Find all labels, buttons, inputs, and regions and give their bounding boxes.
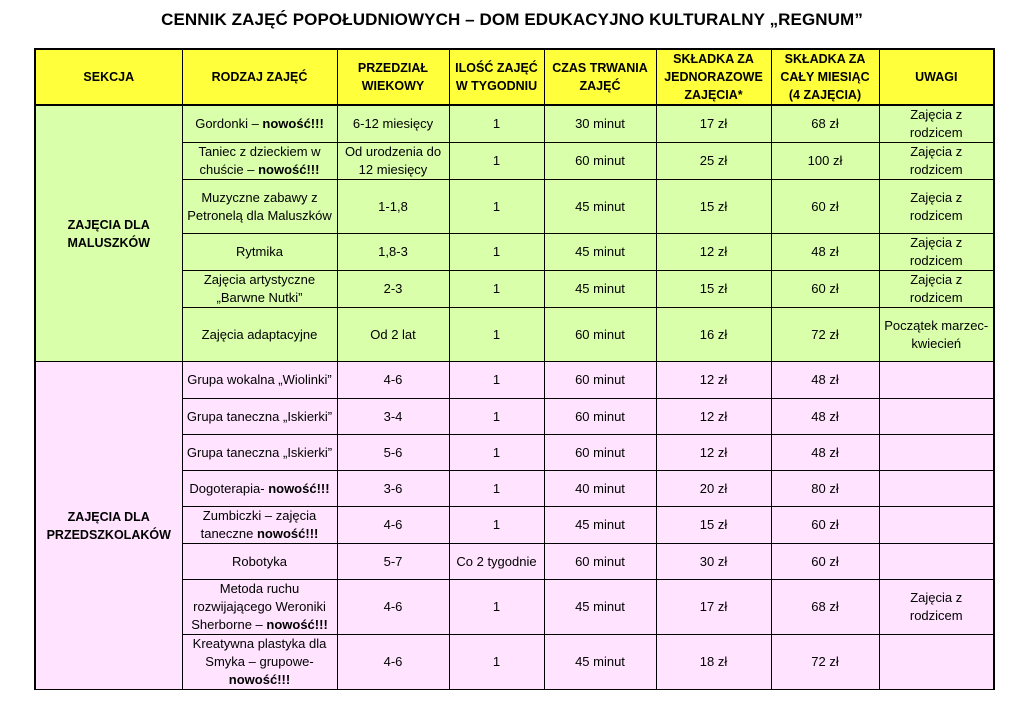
cell-age: 1-1,8 xyxy=(337,180,449,234)
cell-month: 72 zł xyxy=(771,308,879,362)
new-badge: nowość!!! xyxy=(262,116,324,131)
cell-notes: Zajęcia z rodzicem xyxy=(879,271,994,308)
cell-single: 12 zł xyxy=(656,362,771,399)
cell-freq: 1 xyxy=(449,308,544,362)
cell-notes xyxy=(879,399,994,435)
cell-duration: 30 minut xyxy=(544,105,656,143)
cell-month: 60 zł xyxy=(771,544,879,580)
header-ilosc: ILOŚĆ ZAJĘĆ W TYGODNIU xyxy=(449,49,544,105)
cell-notes: Zajęcia z rodzicem xyxy=(879,234,994,271)
new-badge: nowość!!! xyxy=(266,617,328,632)
cell-duration: 45 minut xyxy=(544,271,656,308)
cell-single: 12 zł xyxy=(656,399,771,435)
cell-duration: 60 minut xyxy=(544,544,656,580)
activity-name: Grupa wokalna „Wiolinki” xyxy=(187,372,332,387)
cell-freq: 1 xyxy=(449,507,544,544)
section-cell: ZAJĘCIA DLA PRZEDSZKOLAKÓW xyxy=(35,362,182,690)
cell-single: 15 zł xyxy=(656,180,771,234)
cell-notes xyxy=(879,435,994,471)
cell-activity xyxy=(182,544,337,580)
activity-name: Rytmika xyxy=(236,244,283,259)
cell-month: 60 zł xyxy=(771,180,879,234)
cell-age: Od urodzenia do 12 miesięcy xyxy=(337,143,449,180)
cell-month: 68 zł xyxy=(771,105,879,143)
header-wiek: PRZEDZIAŁ WIEKOWY xyxy=(337,49,449,105)
cell-age: 1,8-3 xyxy=(337,234,449,271)
cell-age: 5-7 xyxy=(337,544,449,580)
activity-name: Robotyka xyxy=(232,553,287,569)
cell-age: 3-6 xyxy=(337,471,449,507)
activity-name: Zumbiczki – zajęcia taneczne xyxy=(200,508,317,541)
header-rodzaj: RODZAJ ZAJĘĆ xyxy=(182,49,337,105)
cell-freq: 1 xyxy=(449,362,544,399)
cell-duration: 60 minut xyxy=(544,435,656,471)
cell-activity xyxy=(182,471,337,507)
cell-age: Od 2 lat xyxy=(337,308,449,362)
cell-duration: 45 minut xyxy=(544,507,656,544)
cell-freq: 1 xyxy=(449,399,544,435)
cell-notes: Zajęcia z rodzicem xyxy=(879,105,994,143)
activity-name: Dogoterapia- xyxy=(189,480,269,496)
cell-single: 25 zł xyxy=(656,143,771,180)
cell-age: 4-6 xyxy=(337,507,449,544)
cell-duration: 45 minut xyxy=(544,635,656,690)
cell-activity xyxy=(182,105,337,143)
cell-duration: 45 minut xyxy=(544,180,656,234)
cell-notes: Zajęcia z rodzicem xyxy=(879,143,994,180)
section-cell: ZAJĘCIA DLA MALUSZKÓW xyxy=(35,105,182,362)
cell-month: 72 zł xyxy=(771,635,879,690)
cell-single: 30 zł xyxy=(656,544,771,580)
page-title: CENNIK ZAJĘĆ POPOŁUDNIOWYCH – DOM EDUKACYJNO KULTURALNY „REGNUM” xyxy=(161,10,863,29)
cell-activity xyxy=(182,435,337,471)
new-badge: nowość!!! xyxy=(258,162,320,177)
cell-freq: 1 xyxy=(449,471,544,507)
cell-month: 48 zł xyxy=(771,234,879,271)
cell-activity xyxy=(182,143,337,180)
cell-age: 4-6 xyxy=(337,580,449,635)
cell-single: 15 zł xyxy=(656,507,771,544)
cell-duration: 60 minut xyxy=(544,308,656,362)
cell-month: 100 zł xyxy=(771,143,879,180)
cell-activity xyxy=(182,180,337,234)
cell-single: 18 zł xyxy=(656,635,771,690)
table-row xyxy=(35,362,994,399)
header-uwagi: UWAGI xyxy=(879,49,994,105)
cell-activity xyxy=(182,271,337,308)
cell-month: 48 zł xyxy=(771,362,879,399)
cell-single: 17 zł xyxy=(656,580,771,635)
cell-notes xyxy=(879,507,994,544)
cell-age: 5-6 xyxy=(337,435,449,471)
header-jednorazowa: SKŁADKA ZA JEDNORAZOWE ZAJĘCIA* xyxy=(656,49,771,105)
activity-name: Kreatywna plastyka dla Smyka – grupowe- xyxy=(192,636,327,669)
cell-age: 6-12 miesięcy xyxy=(337,105,449,143)
cell-freq: Co 2 tygodnie xyxy=(449,544,544,580)
cell-activity xyxy=(182,362,337,399)
activity-name: Grupa taneczna „Iskierki” xyxy=(186,444,333,460)
cell-duration: 40 minut xyxy=(544,471,656,507)
price-table xyxy=(34,48,995,690)
cell-single: 12 zł xyxy=(656,234,771,271)
cell-activity xyxy=(182,580,337,635)
cell-duration: 45 minut xyxy=(544,234,656,271)
cell-duration: 45 minut xyxy=(544,580,656,635)
cell-freq: 1 xyxy=(449,234,544,271)
cell-notes: Zajęcia z rodzicem xyxy=(879,580,994,635)
cell-age: 4-6 xyxy=(337,635,449,690)
cell-single: 16 zł xyxy=(656,308,771,362)
cell-duration: 60 minut xyxy=(544,362,656,399)
cell-month: 60 zł xyxy=(771,507,879,544)
cell-freq: 1 xyxy=(449,580,544,635)
cell-notes: Zajęcia z rodzicem xyxy=(879,180,994,234)
cell-activity xyxy=(182,234,337,271)
activity-name: Taniec z dzieckiem w chuście – xyxy=(198,144,321,177)
cell-single: 15 zł xyxy=(656,271,771,308)
activity-name: Gordonki – xyxy=(195,116,263,131)
cell-month: 48 zł xyxy=(771,435,879,471)
header-czas: CZAS TRWANIA ZAJĘĆ xyxy=(544,49,656,105)
activity-name: Zajęcia artystyczne „Barwne Nutki” xyxy=(203,272,316,305)
cell-month: 48 zł xyxy=(771,399,879,435)
header-row xyxy=(35,49,994,105)
cell-duration: 60 minut xyxy=(544,399,656,435)
cell-freq: 1 xyxy=(449,435,544,471)
activity-name: Grupa taneczna „Iskierki” xyxy=(186,408,333,424)
activity-name: Zajęcia adaptacyjne xyxy=(201,326,318,342)
table-row xyxy=(35,105,994,143)
activity-name: Metoda ruchu rozwijającego Weroniki Sherborne – xyxy=(191,581,326,632)
cell-freq: 1 xyxy=(449,143,544,180)
cell-activity xyxy=(182,308,337,362)
cell-notes xyxy=(879,471,994,507)
header-sekcja: SEKCJA xyxy=(35,49,182,105)
cell-duration: 60 minut xyxy=(544,143,656,180)
cell-notes xyxy=(879,635,994,690)
cell-notes: Początek marzec-kwiecień xyxy=(879,308,994,362)
cell-single: 20 zł xyxy=(656,471,771,507)
cell-age: 4-6 xyxy=(337,362,449,399)
cell-month: 80 zł xyxy=(771,471,879,507)
cell-freq: 1 xyxy=(449,180,544,234)
cell-age: 3-4 xyxy=(337,399,449,435)
cell-freq: 1 xyxy=(449,271,544,308)
header-miesiac: SKŁADKA ZA CAŁY MIESIĄC (4 ZAJĘCIA) xyxy=(771,49,879,105)
cell-activity xyxy=(182,399,337,435)
cell-notes xyxy=(879,362,994,399)
cell-freq: 1 xyxy=(449,105,544,143)
new-badge: nowość!!! xyxy=(228,672,291,687)
new-badge: nowość!!! xyxy=(268,480,330,496)
cell-notes xyxy=(879,544,994,580)
cell-freq: 1 xyxy=(449,635,544,690)
cell-month: 60 zł xyxy=(771,271,879,308)
cell-single: 12 zł xyxy=(656,435,771,471)
cell-month: 68 zł xyxy=(771,580,879,635)
cell-single: 17 zł xyxy=(656,105,771,143)
cell-activity xyxy=(182,635,337,690)
new-badge: nowość!!! xyxy=(256,526,319,541)
cell-age: 2-3 xyxy=(337,271,449,308)
cell-activity xyxy=(182,507,337,544)
activity-name: Muzyczne zabawy z Petronelą dla Maluszków xyxy=(187,189,332,223)
